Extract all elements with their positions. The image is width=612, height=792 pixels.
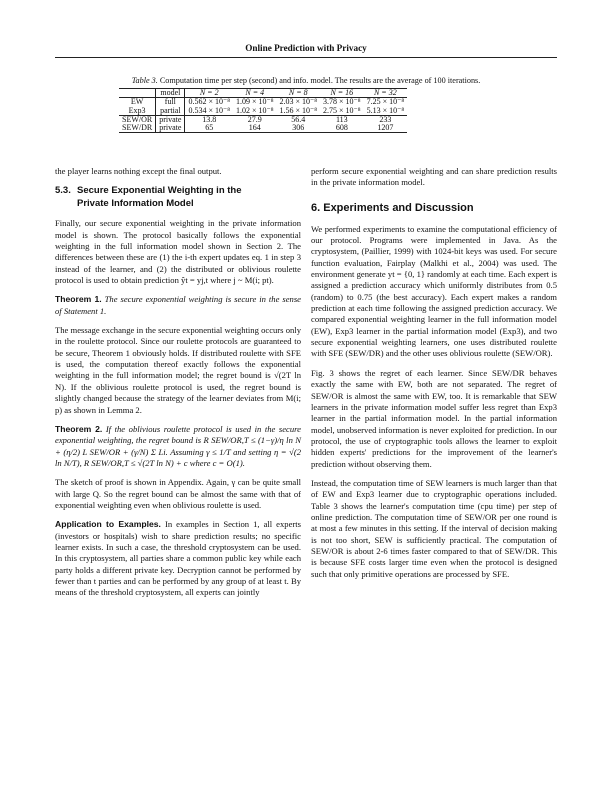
table-cell: Exp3 bbox=[128, 105, 146, 115]
table-cell: SEW/DR bbox=[119, 124, 156, 133]
paragraph: Fig. 3 shows the regret of each learner. Since SEW/DR behaves exactly the same with EW, both are not separated. The regret of SEW/OR is almost the same with EW, too. It is remarkable that SEW learners in the private information model suffer less regret than Exp3 learner in the partial information model. In the partial information model, unobserved information is never exploited for prediction. In our protocol, the use of cryptographic tools allows the learner to exploit hidden experts' predictions for the improvement of the learner's prediction without observing them. bbox=[311, 367, 557, 469]
table-cell: private bbox=[156, 115, 185, 124]
paragraph: perform secure exponential weighting and can share prediction results in the private information model. bbox=[311, 166, 557, 188]
table-header-cell: N = 4 bbox=[233, 89, 277, 98]
table-cell: 65 bbox=[185, 124, 233, 133]
table-header-cell: N = 32 bbox=[364, 89, 408, 98]
table-cell: private bbox=[156, 124, 185, 133]
section-6-heading: 6. Experiments and Discussion bbox=[311, 201, 474, 214]
table-cell: 0.562 × 10⁻⁸ bbox=[185, 98, 233, 107]
table-cell: 56.4 bbox=[277, 115, 321, 124]
table-cell: partial bbox=[156, 107, 185, 116]
header-rule bbox=[55, 57, 557, 58]
table-cell: 1.02 × 10⁻⁸ bbox=[235, 105, 274, 115]
table-cell: 7.25 × 10⁻⁸ bbox=[364, 98, 408, 107]
table-cell: 1207 bbox=[364, 124, 408, 133]
table-cell: 1.09 × 10⁻⁸ bbox=[233, 98, 277, 107]
table-caption-text: Computation time per step (second) and info. model. The results are the average of 100 iterations. bbox=[159, 76, 481, 85]
table-cell: 3.78 × 10⁻⁸ bbox=[320, 98, 364, 107]
table-caption bbox=[55, 76, 557, 85]
table-row bbox=[119, 124, 407, 133]
paragraph: The message exchange in the secure exponential weighting occurs only in the roulette protocol. Since our roulette protocols are guaranteed to be secure, Theorem 1 obviously holds. If distributed roulette with SFE is used, the computation thereof exactly follows the exponential weighting in the full information model; the regret bound is √(2T ln N). If the oblivious roulette protocol is used, the regret bound is slightly changed because the strategy of the learner deviates from M(i; p) as shown in Lemma 2. bbox=[55, 325, 301, 415]
table-cell: 13.8 bbox=[185, 115, 233, 124]
left-column bbox=[55, 166, 301, 607]
computation-time-table bbox=[119, 88, 407, 133]
running-header: Online Prediction with Privacy bbox=[245, 43, 367, 53]
section-number: 5.3. bbox=[55, 185, 71, 197]
theorem-label: Theorem 2. bbox=[55, 423, 103, 434]
theorem-2 bbox=[55, 424, 301, 469]
table-cell: 27.9 bbox=[233, 115, 277, 124]
theorem-text: The secure exponential weighting is secure in the sense of Statement 1. bbox=[55, 294, 301, 316]
table-cell: 608 bbox=[320, 124, 364, 133]
table-cell: 1.56 × 10⁻⁸ bbox=[279, 105, 318, 115]
section-title-line1: Secure Exponential Weighting in the bbox=[77, 185, 242, 197]
table-header-cell: N = 8 bbox=[277, 89, 321, 98]
table-cell: SEW/OR bbox=[119, 115, 156, 124]
theorem-text: Assuming γ ≤ 1/T and setting η = √(2 ln N/T), R SEW/OR,T ≤ √(2T ln N) + c where c = O(1). bbox=[55, 446, 301, 468]
theorem-label: Theorem 1. bbox=[55, 294, 102, 305]
table-cell: 2.75 × 10⁻⁸ bbox=[323, 105, 361, 115]
paragraph-text: In examples in Section 1, all experts (investors or hospitals) wish to share prediction results; no specific learner exists. In such a case, the threshold cryptosystem can be used. In this cryptosystem, all parties share a common public key while each party holds a different private key. Decryption cannot be performed by fewer than t parties and can be performed by any group of at least t. By means of the threshold cryptosystem, all experts can jointly bbox=[55, 519, 301, 598]
paragraph: We performed experiments to examine the computational efficiency of our protocol. Programs were implemented in Java. As the cryptosystem, (Paillier, 1999) with 1024-bit keys was used. For secure function evaluation, Fairplay (Malkhi et al., 2004) was used. The environment generate yt = {0, 1} randomly at each time. Each expert is assigned a prediction accuracy which uniformly distributes from 0.5 (random) to 0.75 (the best accuracy). Each expert makes a random prediction at each time following the assigned prediction accuracy. We compared exponential weighting learner in the full information model (EW), Exp3 learner in the partial information model (Exp3), and two secure exponential weighting learners, one uses distributed roulette with SFE (SEW/DR) and the other uses oblivious roulette (SEW/OR). bbox=[311, 223, 557, 359]
paragraph: Finally, our secure exponential weighting in the private information model is shown. The protocol basically follows the exponential weighting in the full information model shown in Section 2. The differences between these are (1) the i-th expert updates eq. 1 in step 3 instead of the learner, and (2) the distributed or oblivious roulette protocol is used to obtain prediction ŷt = yj,t where j ~ M(i; pt). bbox=[55, 218, 301, 286]
paragraph: The sketch of proof is shown in Appendix. Again, γ can be quite small with large Q. So the regret bound can be almost the same with that of exponential weighting even when oblivious roulette is used. bbox=[55, 477, 301, 510]
table-header-cell: N = 16 bbox=[320, 89, 364, 98]
table-header-cell: N = 2 bbox=[185, 89, 233, 98]
theorem-text: If the oblivious roulette protocol is used in the secure exponential weighting, the regret bound is R SEW/OR,T ≤ (1−γ)/η ln N + (η/2) L SEW/OR + (γ/N) Σ Li. bbox=[55, 423, 301, 457]
paragraph-label: Application to Examples. bbox=[55, 519, 161, 530]
theorem-1 bbox=[55, 294, 301, 317]
right-column bbox=[311, 166, 557, 588]
table-label: Table 3. bbox=[131, 76, 158, 85]
table-cell: 0.534 × 10⁻⁸ bbox=[185, 107, 233, 116]
table-cell: 5.13 × 10⁻⁸ bbox=[366, 105, 405, 115]
table-cell: full bbox=[156, 98, 185, 107]
table-cell: EW bbox=[119, 98, 156, 107]
paragraph: Instead, the computation time of SEW learners is much larger than that of EW and Exp3 learner due to cryptographic operations included. Table 3 shows the learner's computation time (cpu time) per step of online prediction. The computation time of SEW/OR per one round is at most a few minutes in this setting. If the interval of decision making is not too short, SEW is sufficiently practical. The computation of SEW/OR is about 2-6 times faster compared to that of SEW/DR. This is because SFE costs larger time even when the protocol is designed such that only primitive operations are processed by SFE. bbox=[311, 477, 557, 579]
table-cell: 164 bbox=[233, 124, 277, 133]
paragraph: the player learns nothing except the final output. bbox=[55, 166, 222, 176]
table-cell: 306 bbox=[277, 124, 321, 133]
table-header-cell: model bbox=[156, 89, 185, 98]
application-paragraph bbox=[55, 519, 301, 598]
table-cell: 233 bbox=[364, 115, 408, 124]
section-title-line2: Private Information Model bbox=[77, 197, 194, 209]
section-5-3-heading bbox=[55, 185, 301, 210]
table-cell: 2.03 × 10⁻⁸ bbox=[277, 98, 321, 107]
table-cell: 113 bbox=[320, 115, 364, 124]
